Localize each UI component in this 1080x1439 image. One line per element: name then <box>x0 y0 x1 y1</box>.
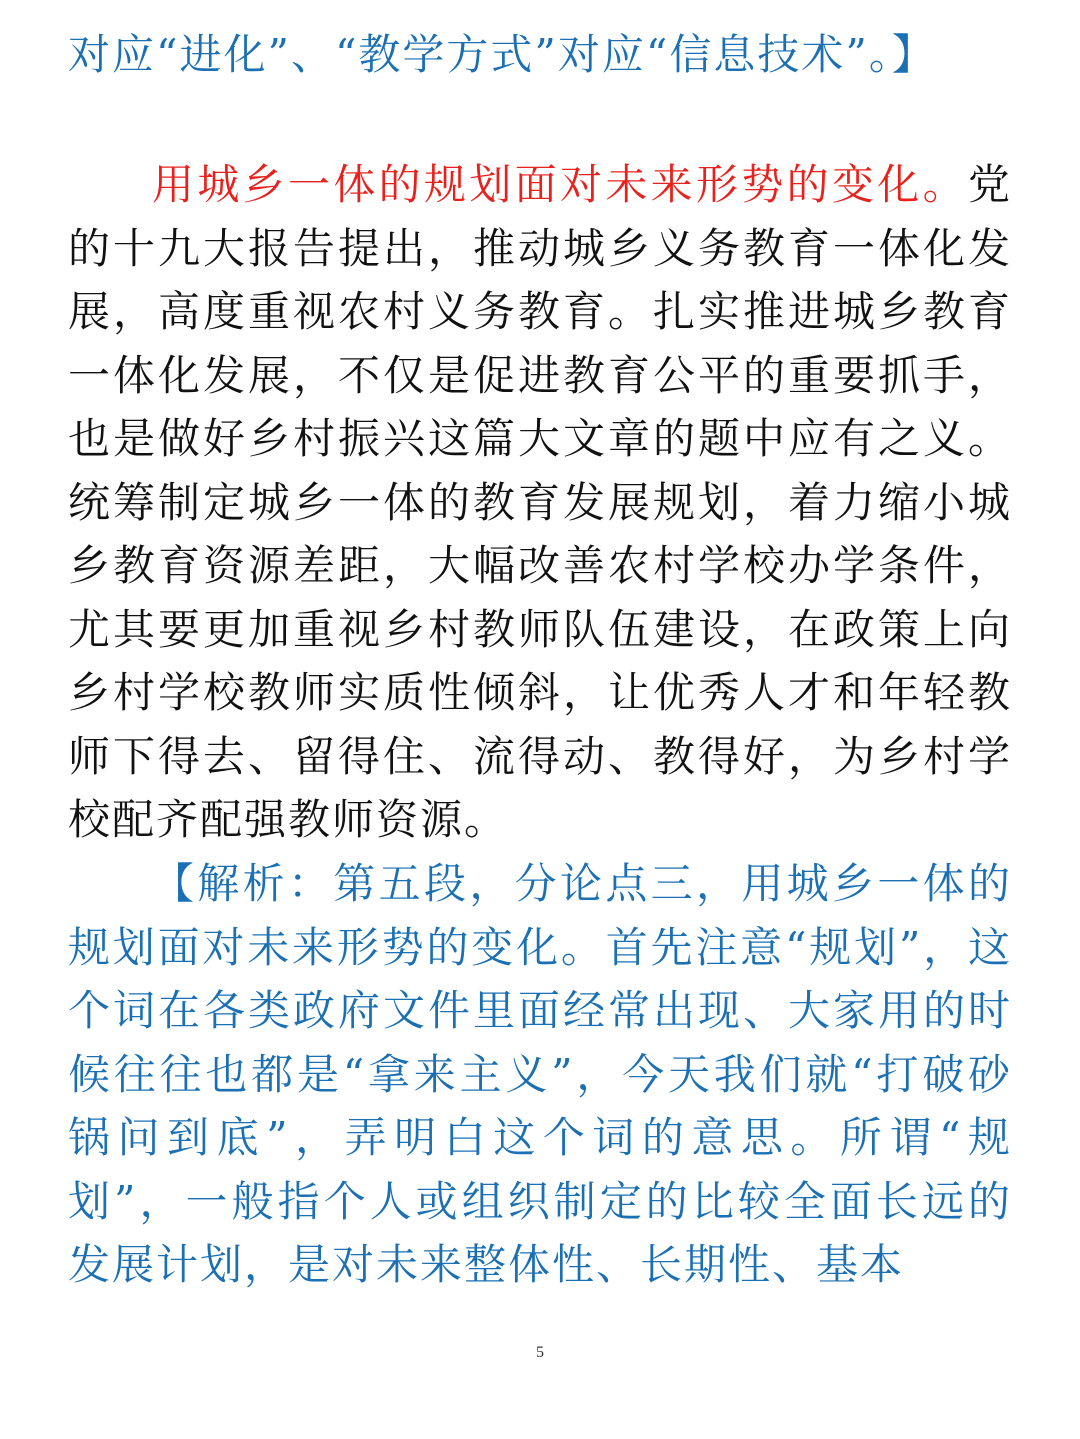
page-number: 5 <box>536 1344 544 1361</box>
body-paragraph-point-three <box>68 153 1012 852</box>
analysis-continuation-text: 对应“进化”、“教学方式”对应“信息技术”。】 <box>68 30 936 79</box>
analysis-text: 【解析：第五段，分论点三，用城乡一体的规划面对未来形势的变化。首先注意“规划”，这个词在各类政府文件里面经常出现、大家用的时候往往也都是“拿来主义”，今天我们就“打破砂锅问到底”，弄明白这个词的意思。所谓“规划”，一般指个人或组织制定的比较全面长远的发展计划，是对未来整体性、长期性、基本 <box>68 859 1012 1289</box>
analysis-paragraph <box>68 852 1012 1297</box>
analysis-continuation-paragraph <box>68 23 1012 87</box>
paragraph-body-text: 党的十九大报告提出，推动城乡义务教育一体化发展，高度重视农村义务教育。扎实推进城乡教育一体化发展，不仅是促进教育公平的重要抓手，也是做好乡村振兴这篇大文章的题中应有之义。统筹制定城乡一体的教育发展规划，着力缩小城乡教育资源差距，大幅改善农村学校办学条件，尤其要更加重视乡村教师队伍建设，在政策上向乡村学校教师实质性倾斜，让优秀人才和年轻教师下得去、留得住、流得动、教得好，为乡村学校配齐配强教师资源。 <box>68 160 1012 844</box>
paragraph-heading-sentence: 用城乡一体的规划面对未来形势的变化。 <box>152 160 968 209</box>
